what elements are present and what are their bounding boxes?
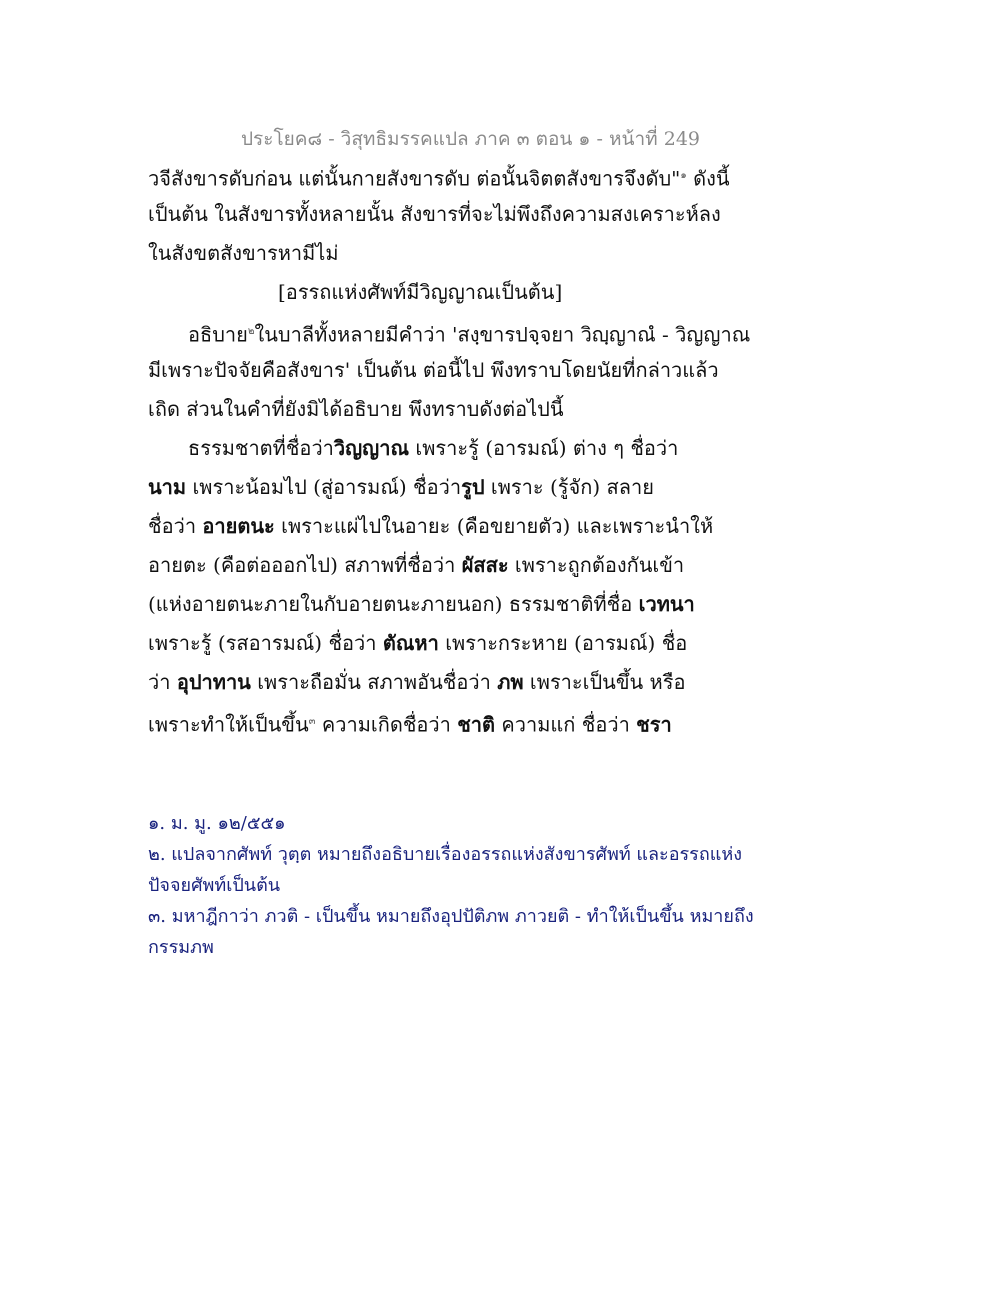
term-bold: นาม: [148, 475, 187, 499]
section-heading: [อรรถแห่งศัพท์มีวิญญาณเป็นต้น]: [278, 280, 563, 304]
footnote-line: กรรมภพ: [148, 937, 214, 958]
text-line: เพราะรู้ (รสอารมณ์) ชื่อว่า ตัณหา เพราะกระหาย (อารมณ์) ชื่อ: [148, 631, 688, 655]
term-bold: ผัสสะ: [461, 553, 509, 577]
body-text: [148, 156, 751, 741]
text-line: อายตะ (คือต่อออกไป) สภาพที่ชื่อว่า ผัสสะ เพราะถูกต้องกันเข้า: [148, 553, 685, 577]
footnote-marker: ๓: [308, 716, 316, 727]
term-bold: วิญญาณ: [333, 436, 410, 460]
footnote-line: ๑. ม. มู. ๑๒/๕๕๑: [148, 813, 286, 834]
term-bold: ภพ: [497, 670, 524, 694]
term-bold: ชาติ: [457, 712, 496, 737]
page-header: ประโยค๘ - วิสุทธิมรรคแปล ภาค ๓ ตอน ๑ - หน้าที่ 249: [240, 128, 700, 150]
text-line: ธรรมชาตที่ชื่อว่าวิญญาณ เพราะรู้ (อารมณ์) ต่าง ๆ ชื่อว่า: [188, 436, 679, 460]
footnote-line: ๓. มหาฎีกาว่า ภวติ - เป็นขึ้น หมายถึงอุปปัติภพ ภาวยติ - ทำให้เป็นขึ้น หมายถึง: [148, 906, 754, 927]
term-bold: อุปาทาน: [176, 670, 251, 694]
text-line: เป็นต้น ในสังขารทั้งหลายนั้น สังขารที่จะไม่พึงถึงความสงเคราะห์ลง: [148, 202, 721, 226]
text-line: ชื่อว่า อายตนะ เพราะแผ่ไปในอายะ (คือขยายตัว) และเพราะนำให้: [148, 514, 714, 538]
term-bold: อายตนะ: [202, 514, 275, 538]
text-line: เถิด ส่วนในคำที่ยังมิได้อธิบาย พึงทราบดังต่อไปนี้: [148, 397, 564, 421]
footnote-line: ปัจจยศัพท์เป็นต้น: [148, 875, 281, 896]
text-line: วจีสังขารดับก่อน แต่นั้นกายสังขารดับ ต่อนั้นจิตตสังขารจึงดับ"$^๑$ ดังนี้: [148, 166, 730, 191]
term-bold: ชรา: [636, 712, 672, 737]
text-line: เพราะทำให้เป็นขึ้น$^๓$ ความเกิดชื่อว่า ชาติ ความแก่ ชื่อว่า ชรา: [148, 712, 672, 737]
text-line: นาม เพราะน้อมไป (สู่อารมณ์) ชื่อว่ารูป เพราะ (รู้จัก) สลาย: [148, 475, 654, 499]
text-line: มีเพราะปัจจัยคือสังขาร' เป็นต้น ต่อนี้ไป พึงทราบโดยนัยที่กล่าวแล้ว: [148, 358, 719, 382]
text-line: ว่า อุปาทาน เพราะถือมั่น สภาพอันชื่อว่า ภพ เพราะเป็นขึ้น หรือ: [148, 670, 686, 694]
footnote-marker: ๒: [247, 326, 255, 337]
text-line: ในสังขตสังขารหามีไม่: [148, 241, 339, 265]
footnote-line: ๒. แปลจากศัพท์ วุตฺต หมายถึงอธิบายเรื่องอรรถแห่งสังขารศัพท์ และอรรถแห่ง: [148, 844, 743, 865]
term-bold: รูป: [461, 475, 485, 499]
text-line: อธิบาย$^๒$ในบาลีทั้งหลายมีคำว่า 'สงฺขารปจฺจยา วิญฺญาณํ - วิญญาณ: [188, 322, 751, 347]
term-bold: ตัณหา: [382, 631, 439, 655]
term-bold: เวทนา: [638, 592, 695, 616]
footnote-marker: ๑: [680, 170, 687, 181]
footnotes: [148, 808, 754, 963]
text-line: (แห่งอายตนะภายในกับอายตนะภายนอก) ธรรมชาติที่ชื่อ เวทนา: [148, 592, 695, 616]
